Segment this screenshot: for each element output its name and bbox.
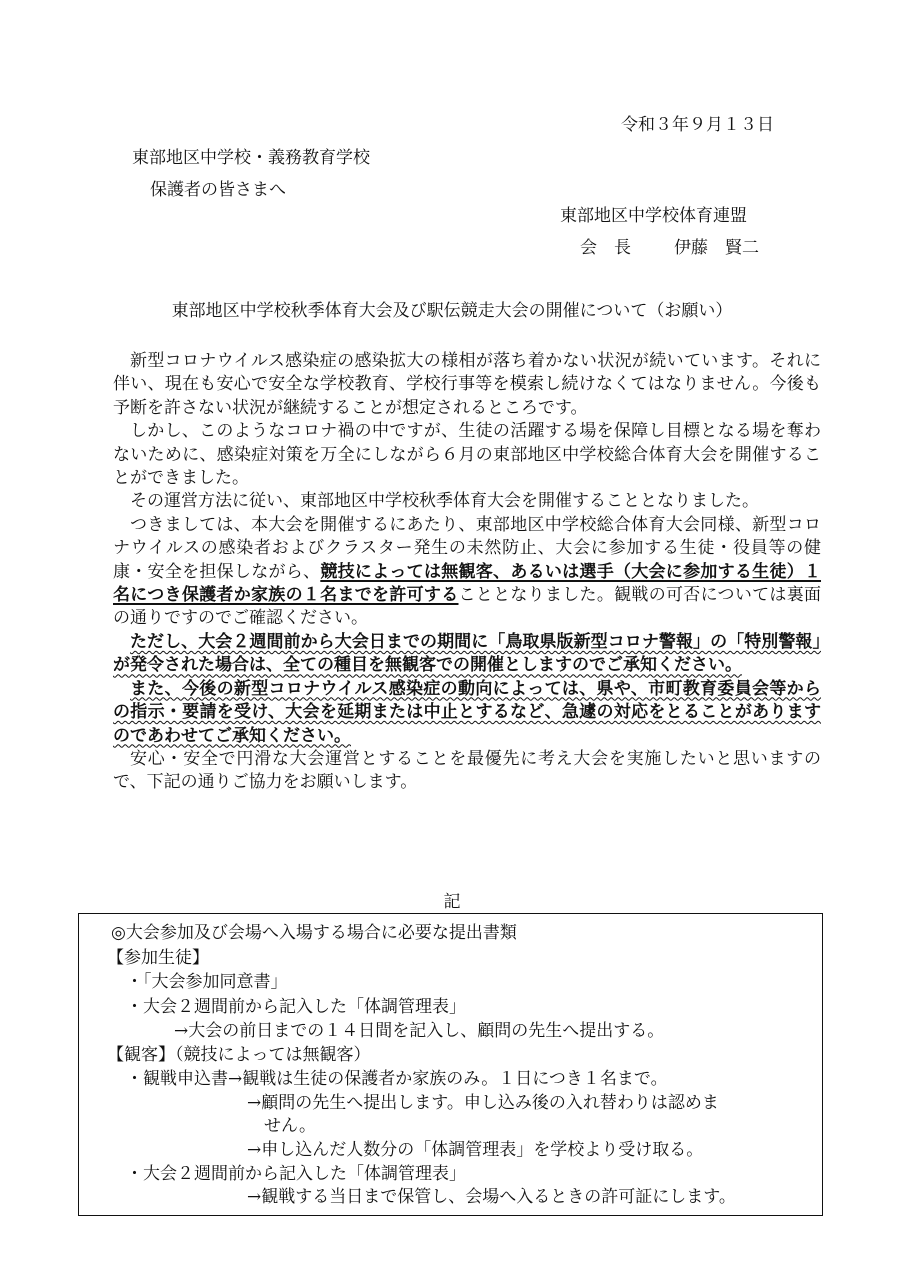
paragraph-postponement xyxy=(113,678,821,748)
spectators-application-note1: →顧問の先生へ提出します。申し込み後の入れ替わりは認めま xyxy=(247,1093,719,1113)
sender-organization: 東部地区中学校体育連盟 xyxy=(560,206,747,226)
paragraph-spectator-policy xyxy=(113,514,821,631)
sender-signature xyxy=(580,236,759,260)
document-date: 令和３年９月１３日 xyxy=(621,115,774,135)
postponement-text: また、今後の新型コロナウイルス感染症の動向によっては、県や、市町教育委員会等からの指示・要請を受け、大会を延期または中止とするなど、急遽の対応をとることがありますのであわせてご承知ください。 xyxy=(113,678,821,746)
document-title: 東部地区中学校秋季体育大会及び駅伝競走大会の開催について（お願い） xyxy=(171,301,733,321)
spectator-policy-intro: つきましては、本大会を開催するにあたり、東部地区中学校総合体育大会同様、新型コロナウイルスの感染者およびクラスター発生の未然防止、大会に参加する生徒・役員等の健康・安全を担保しながら、 xyxy=(113,514,821,582)
spectators-section-header: 【観客】（競技によっては無観客） xyxy=(107,1045,371,1065)
letter-body xyxy=(113,350,821,795)
required-documents-box xyxy=(78,913,823,1216)
paragraph-situation: 新型コロナウイルス感染症の感染拡大の様相が落ち着かない状況が続いています。それに伴い、現在も安心で安全な学校教育、学校行事等を模索し続けなくてはなりません。今後も予断を許さない状況が継続することが想定されるところです。 xyxy=(113,351,821,418)
students-health-sheet-note: →大会の前日までの１４日間を記入し、顧問の先生へ提出する。 xyxy=(174,1021,665,1041)
sender-title: 会 長 xyxy=(580,238,631,258)
spectators-item-health-sheet: ・大会２週間前から記入した「体調管理表」 xyxy=(126,1164,466,1184)
spectators-item-application: ・観戦申込書→観戦は生徒の保護者か家族のみ。１日につき１名まで。 xyxy=(126,1069,668,1089)
recipient-schools: 東部地区中学校・義務教育学校 xyxy=(132,148,370,168)
paragraph-past-tournament: しかし、このようなコロナ禍の中ですが、生徒の活躍する場を保障し目標となる場を奪わないために、感染症対策を万全にしながら６月の東部地区中学校総合体育大会を開催することができました。 xyxy=(113,421,821,489)
paragraph-special-alert xyxy=(113,631,821,678)
spectator-policy-highlight: 競技によっては無観客、あるいは選手（大会に参加する生徒）１名につき保護者か家族の１名までを許可する xyxy=(113,561,822,606)
paragraph-operation: その運営方法に従い、東部地区中学校秋季体育大会を開催することとなりました。 xyxy=(130,491,759,512)
spectators-application-note2: →申し込んだ人数分の「体調管理表」を学校より受け取る。 xyxy=(247,1140,704,1160)
box-heading: ◎大会参加及び会場へ入場する場合に必要な提出書類 xyxy=(111,923,517,943)
spectators-application-note1-cont: せん。 xyxy=(264,1116,317,1136)
students-section-header: 【参加生徒】 xyxy=(107,948,209,968)
special-alert-text: ただし、大会２週間前から大会日までの期間に「鳥取県版新型コロナ警報」の「特別警報」が発令された場合は、全ての種目を無観客での開催としますのでご承知ください。 xyxy=(113,631,821,676)
students-item-health-sheet: ・大会２週間前から記入した「体調管理表」 xyxy=(126,997,466,1017)
ki-heading: 記 xyxy=(443,892,461,912)
spectators-health-sheet-note: →観戦する当日まで保管し、会場へ入るときの許可証にします。 xyxy=(247,1187,736,1207)
spectator-policy-outro: こととなりました。観戦の可否については裏面の通りですのでご確認ください。 xyxy=(113,585,821,629)
paragraph-request: 安心・安全で円滑な大会運営とすることを最優先に考え大会を実施したいと思いますので、下記の通りご協力をお願いします。 xyxy=(113,748,821,793)
sender-name: 伊藤 賢二 xyxy=(674,238,759,258)
students-item-consent: ・「大会参加同意書」 xyxy=(126,972,288,992)
recipient-guardians: 保護者の皆さまへ xyxy=(150,180,286,200)
